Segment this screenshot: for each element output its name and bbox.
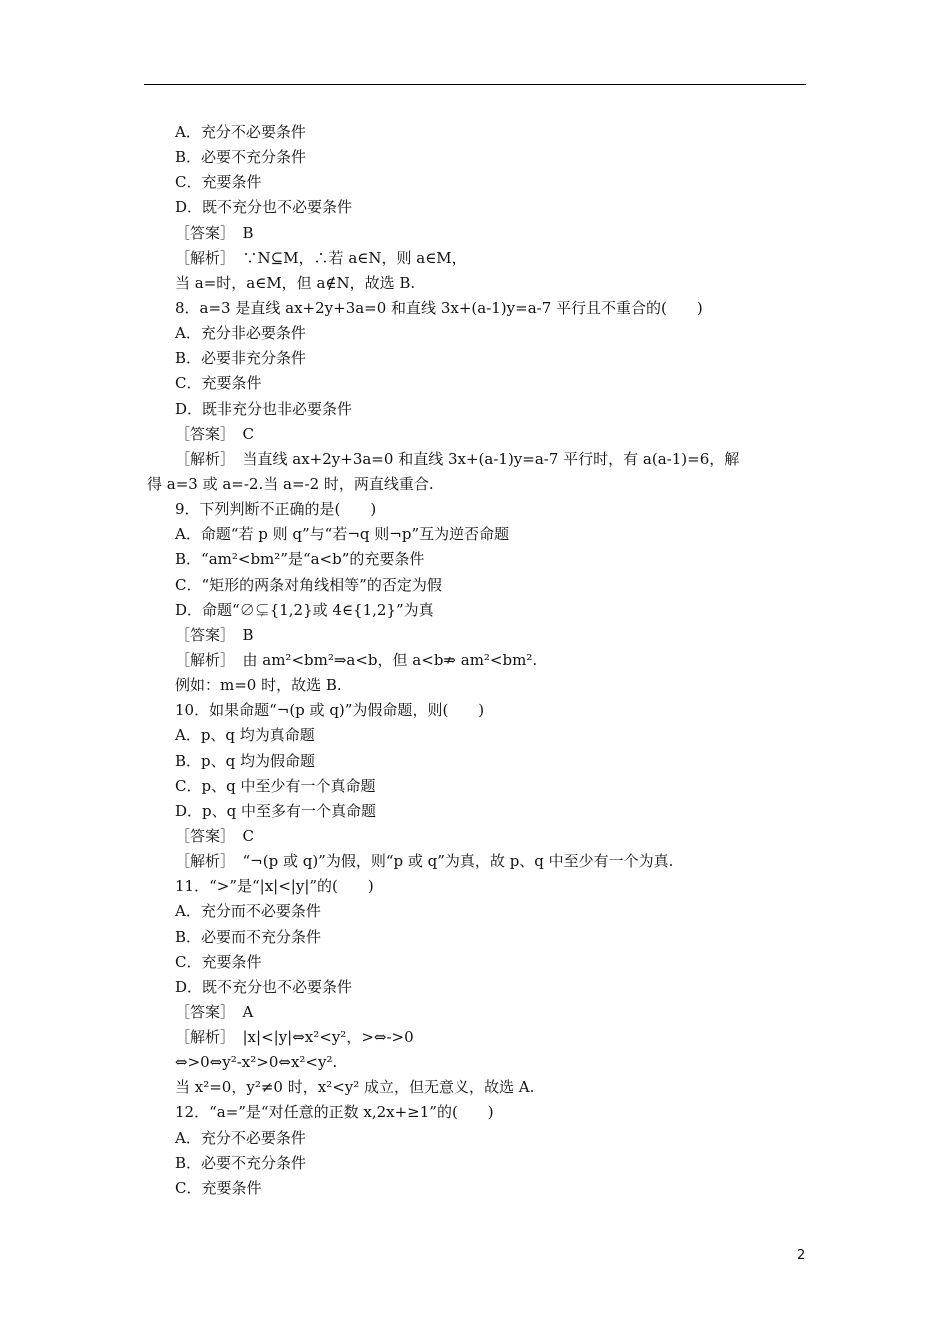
text-line: 11．“>”是“|x|<|y|”的( ) [175, 877, 374, 896]
text-line: C．充要条件 [175, 374, 262, 393]
text-line: 10．如果命题“¬(p 或 q)”为假命题，则( ) [175, 701, 485, 720]
text-line: ［答案］ B [175, 223, 254, 242]
text-line: ［答案］ A [175, 1002, 254, 1021]
text-line: 12．“a=”是“对任意的正数 x,2x+≥1”的( ) [175, 1103, 494, 1122]
text-line: 8．a=3 是直线 ax+2y+3a=0 和直线 3x+(a-1)y=a-7 平行且不重合的( ) [175, 298, 703, 317]
text-line: ［解析］ 由 am²<bm²⇒a<b，但 a<b⇏ am²<bm². [175, 650, 538, 669]
text-line: B．必要而不充分条件 [175, 927, 322, 946]
text-line: B．必要不充分条件 [175, 148, 307, 167]
document-body [147, 120, 812, 1201]
text-line: A．充分不必要条件 [175, 123, 306, 141]
text-line: ［答案］ C [175, 424, 254, 443]
text-line: A．命题“若 p 则 q”与“若¬q 则¬p”互为逆否命题 [175, 525, 510, 544]
header-rule [144, 84, 806, 85]
text-line: C．“矩形的两条对角线相等”的否定为假 [175, 575, 442, 594]
text-line: C．充要条件 [175, 952, 262, 971]
text-line: ［解析］ |x|<|y|⇔x²<y²，>⇔->0 [175, 1028, 414, 1047]
text-line: ⇔>0⇔y²-x²>0⇔x²<y². [175, 1053, 338, 1072]
text-line: A．充分而不必要条件 [175, 902, 321, 921]
text-line: C．p、q 中至少有一个真命题 [175, 776, 376, 795]
text-line: D．命题“∅⊊{1,2}或 4∈{1,2}”为真 [175, 600, 434, 619]
text-line: 得 a=3 或 a=-2.当 a=-2 时，两直线重合. [147, 474, 434, 493]
text-line: ［解析］ 当直线 ax+2y+3a=0 和直线 3x+(a-1)y=a-7 平行时，有 a(a-1)=6，解 [175, 449, 740, 468]
text-line: ［解析］ “¬(p 或 q)”为假，则“p 或 q”为真，故 p、q 中至少有一个为真. [175, 852, 674, 871]
text-line: 9．下列判断不正确的是( ) [175, 500, 377, 519]
text-line: B．必要不充分条件 [175, 1153, 307, 1172]
page-number: 2 [797, 1248, 806, 1263]
text-line: B．“am²<bm²”是“a<b”的充要条件 [175, 550, 425, 569]
text-line: 当 a=时，a∈M，但 a∉N，故选 B. [175, 273, 416, 292]
text-line: ［答案］ C [175, 826, 254, 845]
text-line: 当 x²=0，y²≠0 时，x²<y² 成立，但无意义，故选 A. [175, 1078, 535, 1097]
text-line: A．p、q 均为真命题 [175, 726, 315, 745]
text-line: ［答案］ B [175, 625, 254, 644]
text-line: ［解析］ ∵N⊆M，∴若 a∈N，则 a∈M， [175, 248, 467, 267]
text-line: D．p、q 中至多有一个真命题 [175, 801, 376, 820]
text-line: B．必要非充分条件 [175, 349, 307, 368]
text-line: C．充要条件 [175, 173, 262, 192]
text-line: D．既不充分也不必要条件 [175, 198, 353, 217]
text-line: B．p、q 均为假命题 [175, 751, 315, 770]
text-line: 例如：m=0 时，故选 B. [175, 676, 342, 695]
text-line: A．充分不必要条件 [175, 1128, 306, 1147]
text-line: A．充分非必要条件 [175, 324, 306, 343]
text-line: C．充要条件 [175, 1178, 262, 1197]
text-line: D．既非充分也非必要条件 [175, 399, 353, 418]
text-line: D．既不充分也不必要条件 [175, 977, 353, 996]
